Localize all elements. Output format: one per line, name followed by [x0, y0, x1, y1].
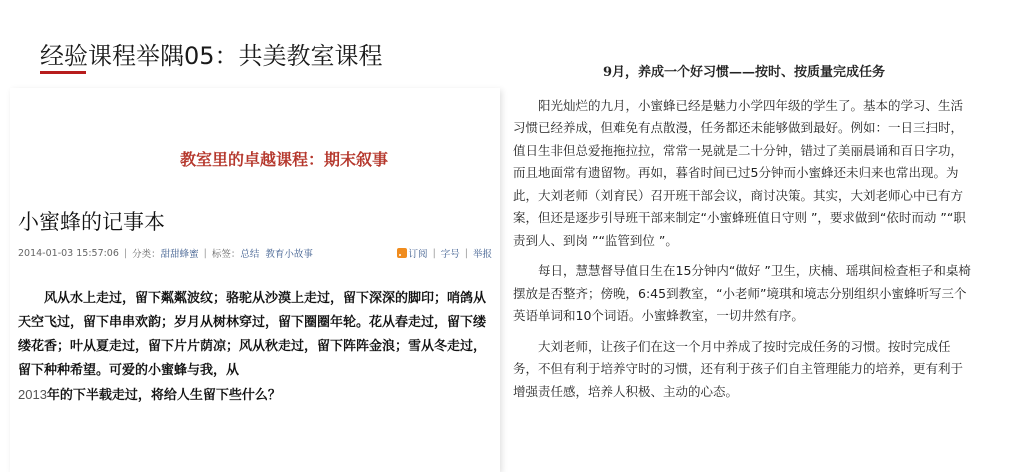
blog-meta-row — [18, 246, 492, 260]
month-heading: 9月，养成一个好习惯——按时、按质量完成任务 — [602, 65, 886, 80]
blog-body-text: 风从水上走过，留下粼粼波纹；骆驼从沙漠上走过，留下深深的脚印；哨鸽从天空飞过，留下串串欢韵；岁月从树林穿过，留下圈圈年轮。花从春走过，留下缕缕花香；叶从夏走过，留下片片荫凉；风从秋走过，留下阵阵金浪；雪从冬走过，留下种种希望。可爱的小蜜蜂与我，从 — [18, 291, 487, 378]
blog-screenshot-panel — [10, 88, 500, 472]
category-link[interactable]: 甜甜蜂蜜 — [160, 249, 199, 260]
meta-separator: | — [123, 247, 128, 259]
slide-title: 经验课程举隅05：共美教室课程 — [40, 42, 383, 70]
title-underline — [40, 71, 86, 74]
report-link[interactable]: 举报 — [472, 249, 492, 260]
tag-link[interactable]: 总结 — [240, 249, 260, 260]
subscribe-link[interactable]: 订阅 — [408, 249, 428, 260]
font-size-link[interactable]: 字号 — [440, 249, 460, 260]
category-label: 分类： — [132, 249, 161, 260]
blog-body-year: 2013 — [18, 387, 47, 402]
meta-separator: | — [203, 247, 207, 259]
blog-body-text-end: 年的下半载走过，将给人生留下些什么？ — [46, 388, 281, 403]
section-heading: 教室里的卓越课程：期末叙事 — [180, 150, 389, 169]
meta-separator: | — [432, 247, 436, 259]
tag-link[interactable]: 教育小故事 — [265, 249, 313, 260]
narrative-paragraph: 大刘老师，让孩子们在这一个月中养成了按时完成任务的习惯。按时完成任务，不但有利于培养守时的习惯，还有利于孩子们自主管理能力的培养，更有利于增强责任感，培养人积极、主动的心态。 — [513, 338, 964, 399]
narrative-column — [513, 62, 975, 411]
tags-label: 标签： — [211, 249, 241, 260]
blog-title: 小蜜蜂的记事本 — [18, 210, 165, 234]
meta-separator: | — [464, 247, 468, 259]
post-datetime: 2014-01-03 15:57:06 — [18, 247, 119, 259]
narrative-paragraph: 阳光灿烂的九月，小蜜蜂已经是魅力小学四年级的学生了。基本的学习、生活习惯已经养成，但难免有点散漫，任务都还未能够做到最好。例如：一日三扫时，值日生非但总爱拖拖拉拉，常常一晃就是二十分钟，错过了美丽晨诵和百日字功，而且地面常有遗留物。再如，暮省时间已过5分钟而小蜜蜂还未归来也常出现。为此，大刘老师（刘育民）召开班干部会议，商讨决策。其实，大刘老师心中已有方案，但还是逐步引导班干部来制定“小蜜蜂班值日守则 ”，要求做到“依时而动 ”“职责到人、到岗 ”“监管到位 ”。 — [513, 97, 966, 248]
narrative-paragraph: 每日，慧慧督导值日生在15分钟内“做好 ”卫生，庆楠、瑶琪间检查柜子和桌椅摆放是否整齐；傍晚，6:45到教室，“小老师”境琪和境志分别组织小蜜蜂听写三个英语单词和10个词语。小蜜蜂教室，一切井然有序。 — [513, 263, 971, 323]
rss-icon — [397, 248, 407, 258]
meta-actions — [397, 246, 492, 260]
blog-body — [18, 287, 492, 408]
